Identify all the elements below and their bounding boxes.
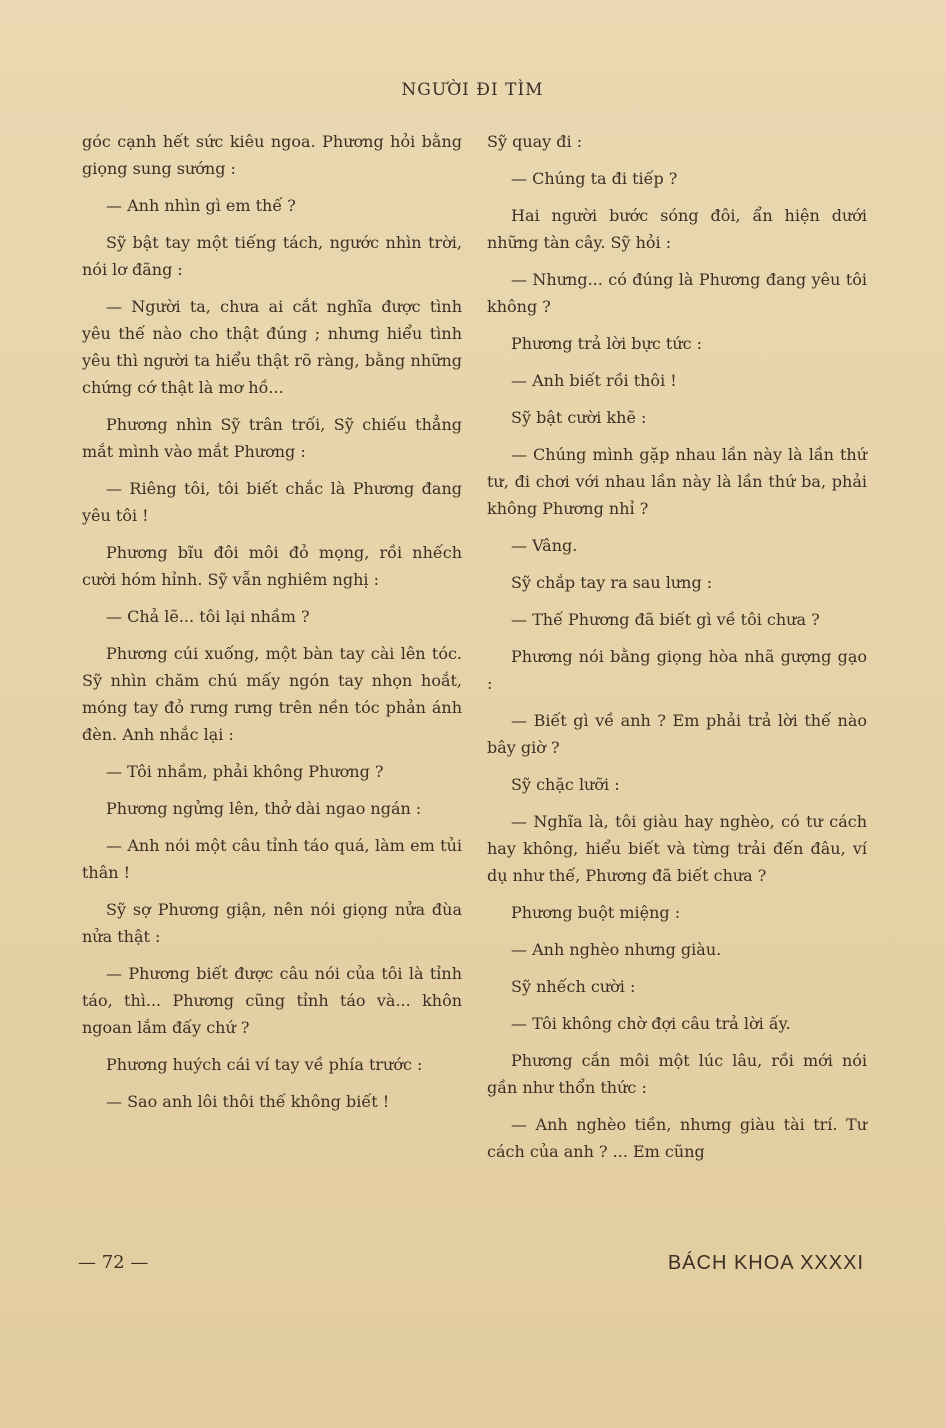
paragraph: Sỹ bật cười khẽ :	[511, 408, 647, 427]
paragraph: — Anh nói một câu tỉnh táo quá, làm em tủi thân !	[82, 836, 462, 882]
paragraph: Phương nói bằng giọng hòa nhã gượng gạo :	[487, 647, 867, 693]
paragraph: — Vâng.	[511, 536, 578, 555]
paragraph: — Anh nhìn gì em thế ?	[106, 196, 296, 215]
paragraph: Sỹ chặc lưỡi :	[511, 775, 620, 794]
paragraph: — Anh biết rồi thôi !	[511, 371, 677, 390]
paragraph: Sỹ chắp tay ra sau lưng :	[511, 573, 713, 592]
paragraph: Phương nhìn Sỹ trân trối, Sỹ chiếu thẳng mắt mình vào mắt Phương :	[82, 415, 462, 461]
paragraph: Phương buột miệng :	[511, 903, 681, 922]
paragraph: Phương huých cái ví tay về phía trước :	[106, 1055, 423, 1074]
paragraph: — Nghĩa là, tôi giàu hay nghèo, có tư cách hay không, hiểu biết và từng trải đến đâu, ví dụ như thế, Phương đã biết chưa ?	[487, 812, 867, 885]
running-title: NGƯỜI ĐI TÌM	[401, 80, 544, 100]
paragraph: — Thế Phương đã biết gì về tôi chưa ?	[511, 610, 820, 629]
paragraph: — Chúng ta đi tiếp ?	[511, 169, 678, 188]
magazine-name: BÁCH KHOA XXXXI	[667, 1252, 864, 1274]
paragraph: góc cạnh hết sức kiêu ngoa. Phương hỏi bằng giọng sung sướng :	[82, 132, 462, 178]
paragraph: — Chả lẽ... tôi lại nhầm ?	[106, 607, 310, 626]
paragraph: — Nhưng... có đúng là Phương đang yêu tôi không ?	[487, 270, 867, 316]
paragraph: Hai người bước sóng đôi, ẩn hiện dưới những tàn cây. Sỹ hỏi :	[487, 206, 867, 252]
paragraph: Phương trả lời bực tức :	[511, 334, 703, 353]
paragraph: — Anh nghèo tiền, nhưng giàu tài trí. Tư cách của anh ? ... Em cũng	[487, 1115, 867, 1161]
paragraph: — Phương biết được câu nói của tôi là tỉnh táo, thì... Phương cũng tỉnh táo và... khôn ngoan lắm đấy chứ ?	[82, 964, 462, 1037]
paragraph: — Chúng mình gặp nhau lần này là lần thứ tư, đi chơi với nhau lần này là lần thứ ba, phải không Phương nhỉ ?	[487, 445, 867, 518]
paragraph: Phương ngửng lên, thở dài ngao ngán :	[106, 799, 422, 818]
right-column	[487, 128, 867, 1175]
paragraph: — Riêng tôi, tôi biết chắc là Phương đang yêu tôi !	[82, 479, 462, 525]
paragraph: Phương cắn môi một lúc lâu, rồi mới nói gần như thổn thức :	[487, 1051, 867, 1097]
paragraph: Phương cúi xuống, một bàn tay cài lên tóc. Sỹ nhìn chăm chú mấy ngón tay nhọn hoắt, móng tay đỏ rưng rưng trên nền tóc phản ánh đèn. Anh nhắc lại :	[82, 644, 462, 744]
page-number: — 72 —	[78, 1252, 149, 1273]
paragraph: Sỹ quay đi :	[487, 132, 583, 151]
paragraph: Sỹ nhếch cười :	[511, 977, 636, 996]
paragraph: Phương bĩu đôi môi đỏ mọng, rồi nhếch cười hóm hỉnh. Sỹ vẫn nghiêm nghị :	[82, 543, 462, 589]
paragraph: — Tôi không chờ đợi câu trả lời ấy.	[511, 1014, 791, 1033]
paragraph: — Sao anh lôi thôi thế không biết !	[106, 1092, 390, 1111]
paragraph: — Người ta, chưa ai cắt nghĩa được tình yêu thế nào cho thật đúng ; nhưng hiểu tình yêu thì người ta hiểu thật rõ ràng, bằng những chứng cớ thật là mơ hồ...	[82, 297, 462, 397]
paragraph: — Anh nghèo nhưng giàu.	[511, 940, 722, 959]
paragraph: — Tôi nhầm, phải không Phương ?	[106, 762, 384, 781]
paragraph: — Biết gì về anh ? Em phải trả lời thế nào bây giờ ?	[487, 711, 867, 757]
left-column	[82, 128, 462, 1125]
paragraph: Sỹ bật tay một tiếng tách, ngước nhìn trời, nói lơ đãng :	[82, 233, 462, 279]
paragraph: Sỹ sợ Phương giận, nên nói giọng nửa đùa nửa thật :	[82, 900, 462, 946]
